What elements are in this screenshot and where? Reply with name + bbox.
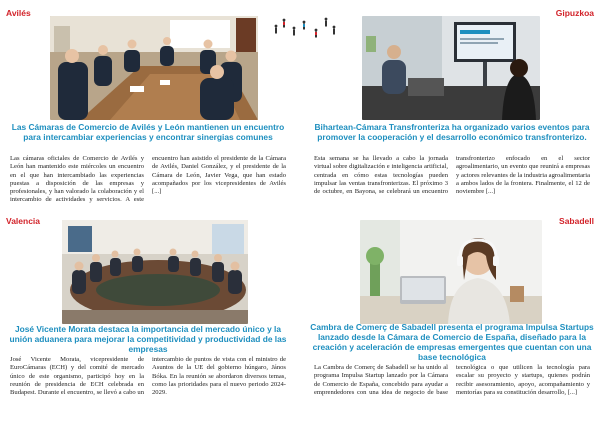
article-sabadell (310, 216, 594, 422)
article-aviles (6, 8, 290, 214)
article-headline[interactable]: Bihartean-Cámara Transfronteriza ha organizado varios eventos para promover la cooperación y el desarrollo económico transfronterizo. (314, 122, 590, 142)
article-gipuzkoa (310, 8, 594, 214)
article-body: José Vicente Morata, vicepresidente de EuroCámaras (ECH) y del comité de mercado único de este organismo, participó hoy en la reunión de presidencia de ECH celebrada en Budapest. Durante el encuentro, se llevó a cabo un intercambio de puntos de vista con el ministro de Asuntos de la UE del gobierno húngaro, János Bóka. En la reunión se abordaron diversos temas, como las prioridades para el nuevo periodo 2024-2029. (10, 356, 286, 397)
region-label: Avilés (6, 8, 31, 18)
meeting-room-photo (50, 16, 258, 120)
region-label: Valencia (6, 216, 41, 226)
conference-table-photo (62, 220, 248, 324)
article-headline[interactable]: Cambra de Comerç de Sabadell presenta el programa Impulsa Startups lanzado desde la Cámara de Comercio de España, diseñado para la creación y aceleración de empresas emergentes que cuentan con una base tecnológica (310, 322, 594, 362)
article-headline[interactable]: José Vicente Morata destaca la importancia del mercado único y la unión aduanera para mejorar la competitividad y productividad de las empresas (9, 324, 287, 354)
region-label: Gipuzkoa (555, 8, 594, 18)
article-body: La Cambra de Comerç de Sabadell se ha unido al programa Impulsa Startup lanzado por la Cámara de Comercio de España, concebido para ayudar a emprendedores con una idea de negocio de base tecnológica o que utilicen la tecnología para escalar su proyecto y startups, quienes podrán recibir asesoramiento, apoyo, acompañamiento y mentorías para su constitución desarrollo, [...] (314, 364, 590, 396)
virtual-event-photo (362, 16, 540, 120)
region-label: Sabadell (559, 216, 594, 226)
article-valencia (6, 216, 290, 422)
woman-laptop-photo (360, 220, 542, 324)
article-body: Esta semana se ha llevado a cabo la jornada virtual sobre digitalización e inteligencia artificial, centrada en cómo estas tecnologías pueden impulsar las ventas transfronterizas. El próximo 3 de octubre, en Bayona, se celebrará un encuentro transfronterizo enfocado en el sector agroalimentario, un evento que reunirá a empresas y actores relevantes de la industria agroalimentaria a ambos lados de la frontera. Finalmente, el 12 de noviembre [...] (314, 155, 591, 196)
article-body: Las cámaras oficiales de Comercio de Avilés y León han mantenido este miércoles un encuentro en el que han intercambiado las experiencias puestas a disposición de las empresas y profesionales, y han valorado la colaboración y el intercambio de actividades y servicios. A este encuentro han asistido el presidente de la Cámara de Avilés, Daniel González, y el presidente de la Cámara de León, Javier Vega, que han estado acompañados por los vicepresidentes de Avilés [...] (10, 155, 286, 204)
article-headline[interactable]: Las Cámaras de Comercio de Avilés y León mantienen un encuentro para intercambiar experiencias y encontrar sinergias comunes (11, 122, 285, 142)
